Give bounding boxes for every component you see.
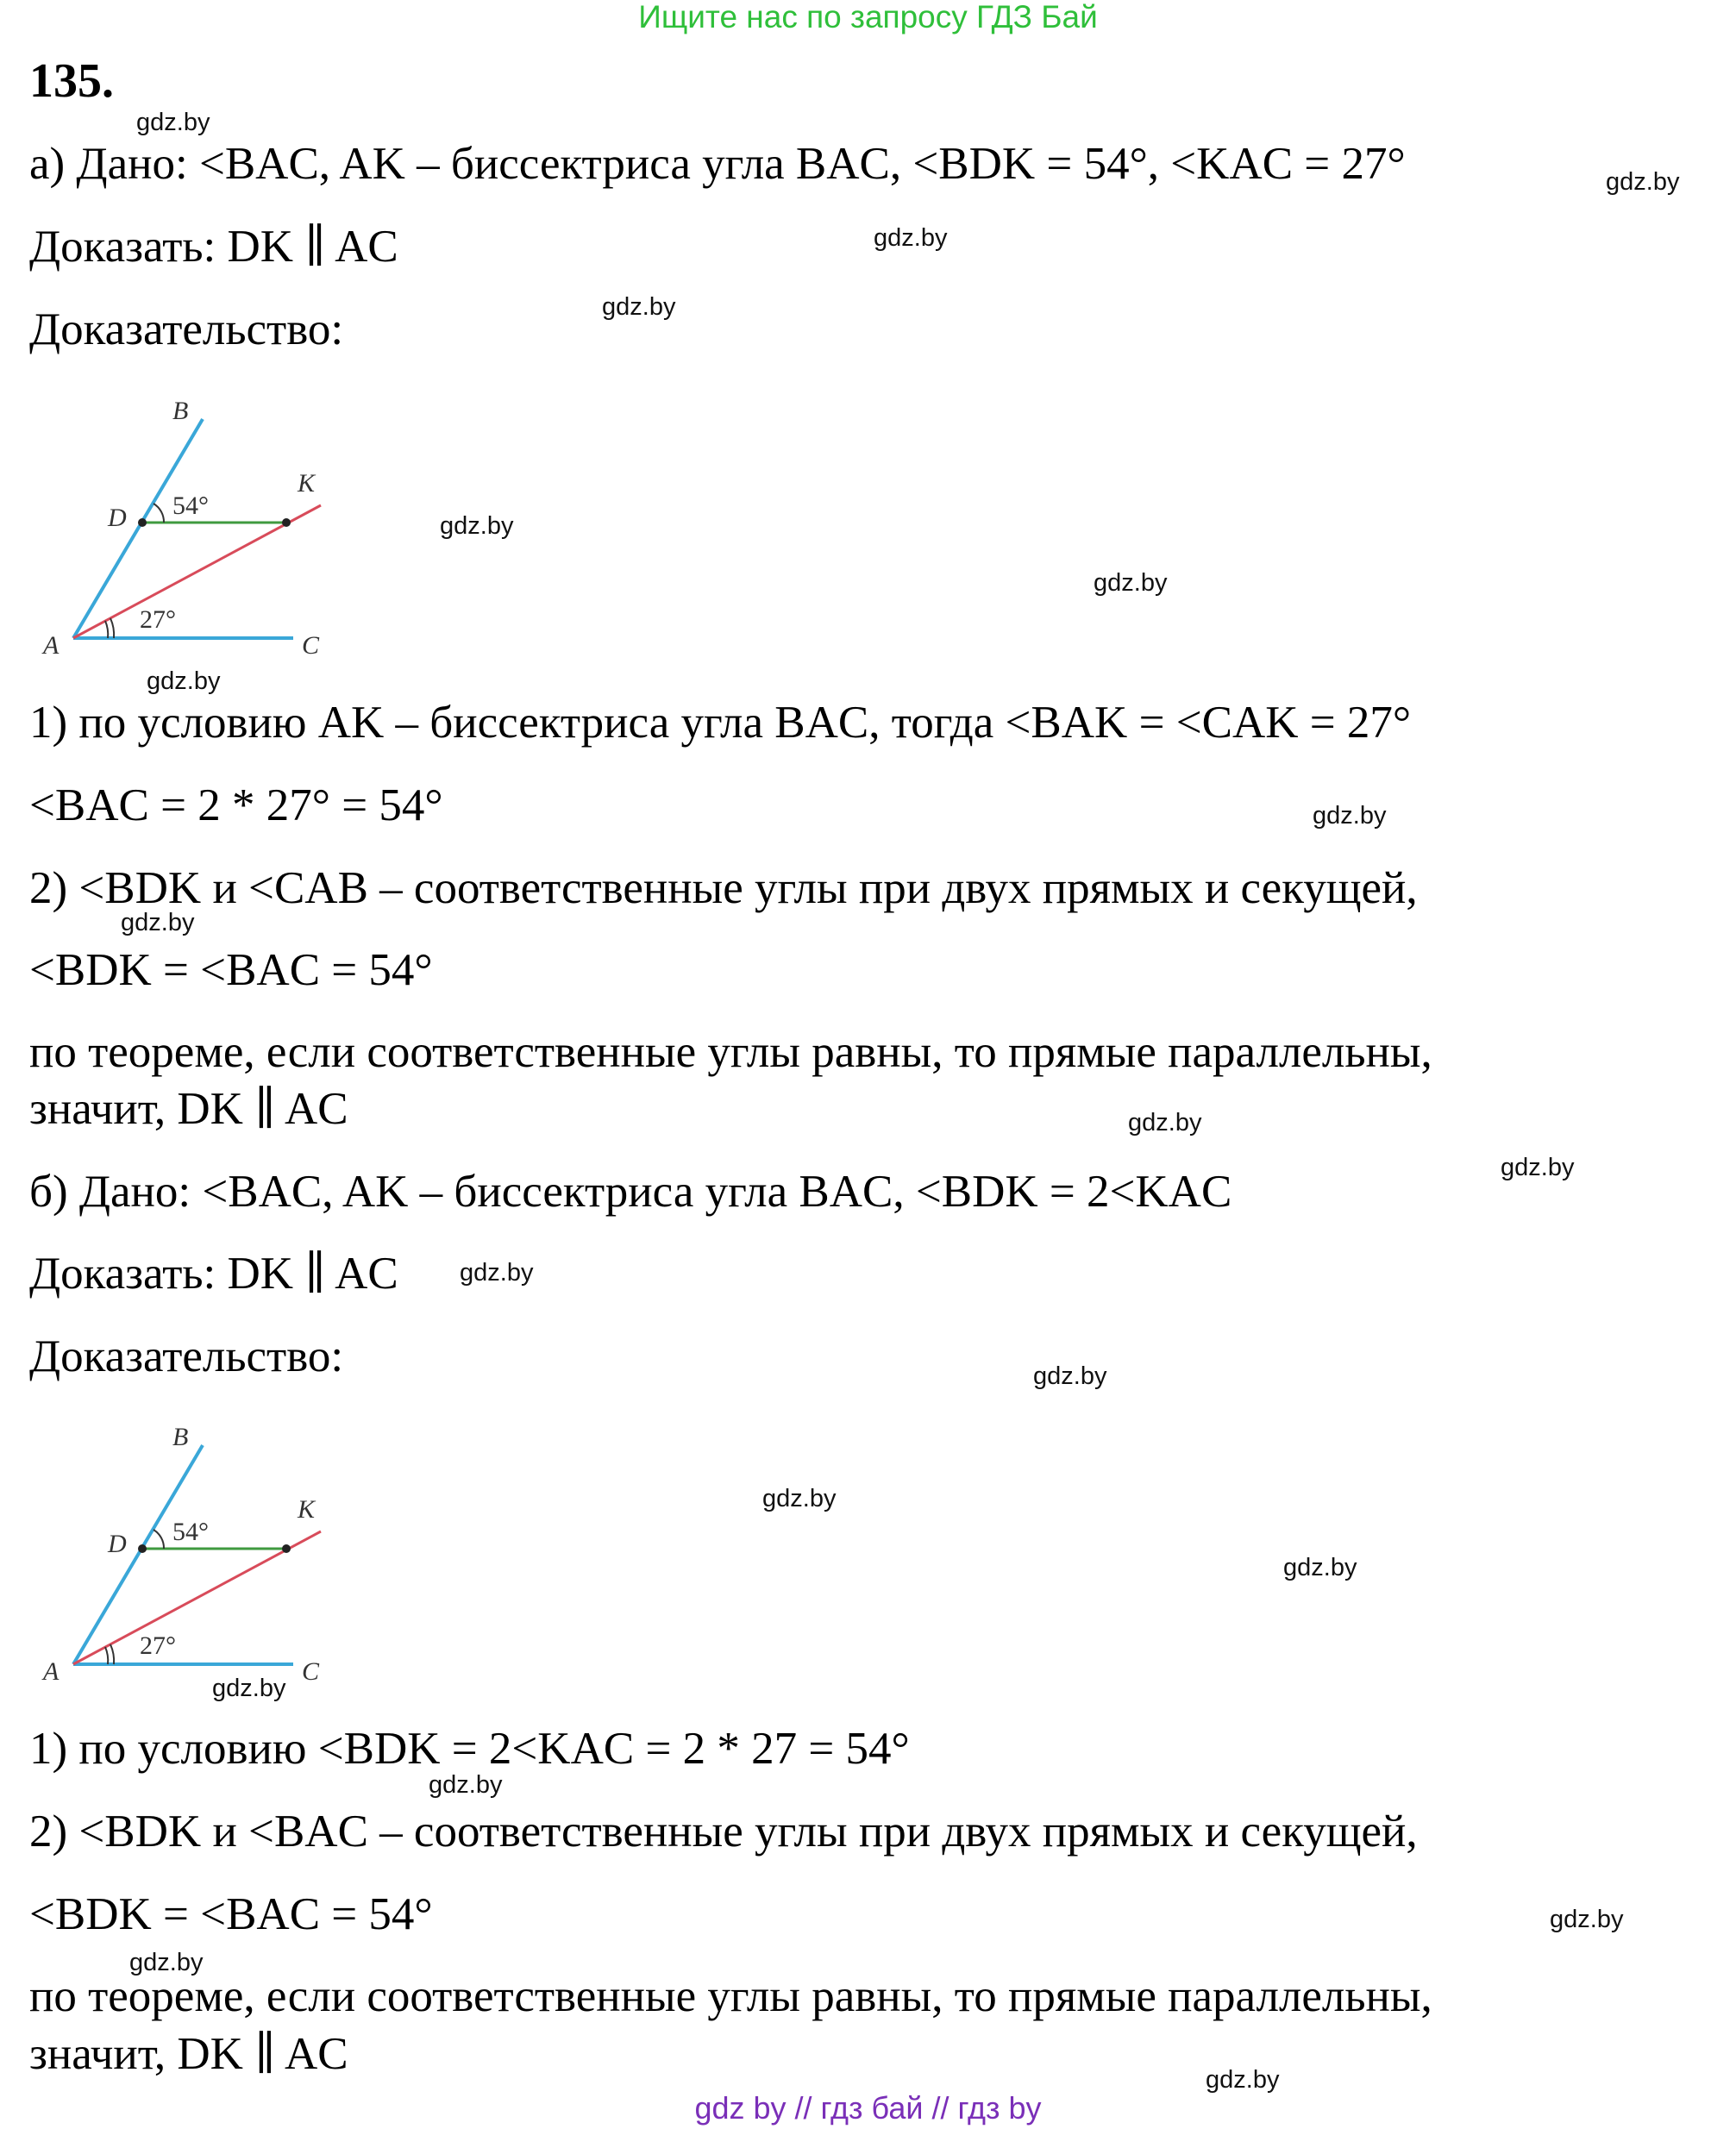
- watermark: gdz.by: [429, 1771, 503, 1799]
- footer-links[interactable]: gdz by // гдз бай // гдз by: [694, 2090, 1042, 2126]
- part-b-given: б) Дано: <BAC, AK – биссектриса угла BAC, <BDK = 2<KAC: [29, 1167, 1232, 1217]
- part-a-step1b: <BAC = 2 * 27° = 54°: [29, 780, 443, 830]
- watermark: gdz.by: [1283, 1554, 1357, 1581]
- watermark: gdz.by: [460, 1259, 534, 1287]
- label-d: D: [108, 1530, 127, 1558]
- part-b-proof-label: Доказательство:: [29, 1331, 344, 1381]
- watermark: gdz.by: [440, 512, 514, 540]
- part-b-prove: Доказать: DK ∥ AC: [29, 1249, 398, 1299]
- label-b: B: [172, 1423, 189, 1451]
- watermark: gdz.by: [874, 224, 948, 252]
- part-a-given: а) Дано: <BAC, AK – биссектриса угла BAC, <BDK = 54°, <KAC = 27°: [29, 139, 1406, 189]
- part-a-conclusion1: по теореме, если соответственные углы равны, то прямые параллельны,: [29, 1027, 1432, 1077]
- watermark: gdz.by: [602, 293, 676, 321]
- angle-arc-d: [154, 504, 164, 523]
- watermark: gdz.by: [1094, 569, 1168, 597]
- label-c: C: [302, 631, 320, 660]
- watermark: gdz.by: [1313, 802, 1387, 830]
- label-k: K: [298, 1495, 316, 1524]
- part-a-conclusion2: значит, DK ∥ AC: [29, 1084, 348, 1134]
- part-b-step2: 2) <BDK и <BAC – соответственные углы при двух прямых и секущей,: [29, 1807, 1418, 1857]
- label-c: C: [302, 1657, 320, 1686]
- watermark: gdz.by: [1206, 2066, 1280, 2094]
- label-a: A: [43, 631, 60, 660]
- search-banner[interactable]: Ищите нас по запросу ГДЗ Бай: [638, 0, 1098, 34]
- label-d: D: [108, 504, 127, 532]
- label-a: A: [43, 1657, 60, 1686]
- angle-label-27: 27°: [140, 1631, 176, 1660]
- label-b: B: [172, 397, 189, 425]
- angle-label-27: 27°: [140, 605, 176, 634]
- angle-label-54: 54°: [172, 1518, 209, 1546]
- part-b-step1: 1) по условию <BDK = 2<KAC = 2 * 27 = 54°: [29, 1724, 910, 1774]
- angle-label-54: 54°: [172, 492, 209, 520]
- watermark: gdz.by: [129, 1949, 204, 1976]
- watermark: gdz.by: [762, 1485, 837, 1512]
- part-a-step2: 2) <BDK и <CAB – соответственные углы при двух прямых и секущей,: [29, 863, 1418, 913]
- point-k: [282, 518, 291, 527]
- part-a-prove: Доказать: DK ∥ AC: [29, 222, 398, 272]
- watermark: gdz.by: [136, 109, 210, 136]
- watermark: gdz.by: [212, 1675, 286, 1702]
- watermark: gdz.by: [1128, 1109, 1202, 1137]
- part-b-conclusion2: значит, DK ∥ AC: [29, 2029, 348, 2079]
- part-a-step2b: <BDK = <BAC = 54°: [29, 945, 433, 995]
- watermark: gdz.by: [1606, 168, 1680, 196]
- line-ab: [73, 419, 203, 638]
- watermark: gdz.by: [1550, 1906, 1624, 1933]
- watermark: gdz.by: [1033, 1362, 1107, 1390]
- part-b-conclusion1: по теореме, если соответственные углы равны, то прямые параллельны,: [29, 1971, 1432, 2021]
- point-d: [138, 518, 147, 527]
- watermark: gdz.by: [121, 909, 195, 936]
- angle-arc-a: [105, 621, 108, 638]
- part-a-step1: 1) по условию AK – биссектриса угла BAC, тогда <BAK = <CAK = 27°: [29, 698, 1412, 748]
- part-a-proof-label: Доказательство:: [29, 304, 344, 354]
- problem-number: 135.: [29, 54, 114, 108]
- watermark: gdz.by: [1501, 1154, 1575, 1181]
- watermark: gdz.by: [147, 667, 221, 695]
- part-b-step2b: <BDK = <BAC = 54°: [29, 1889, 433, 1939]
- figure-a: [34, 395, 345, 671]
- label-k: K: [298, 469, 316, 498]
- figure-b: [34, 1421, 345, 1697]
